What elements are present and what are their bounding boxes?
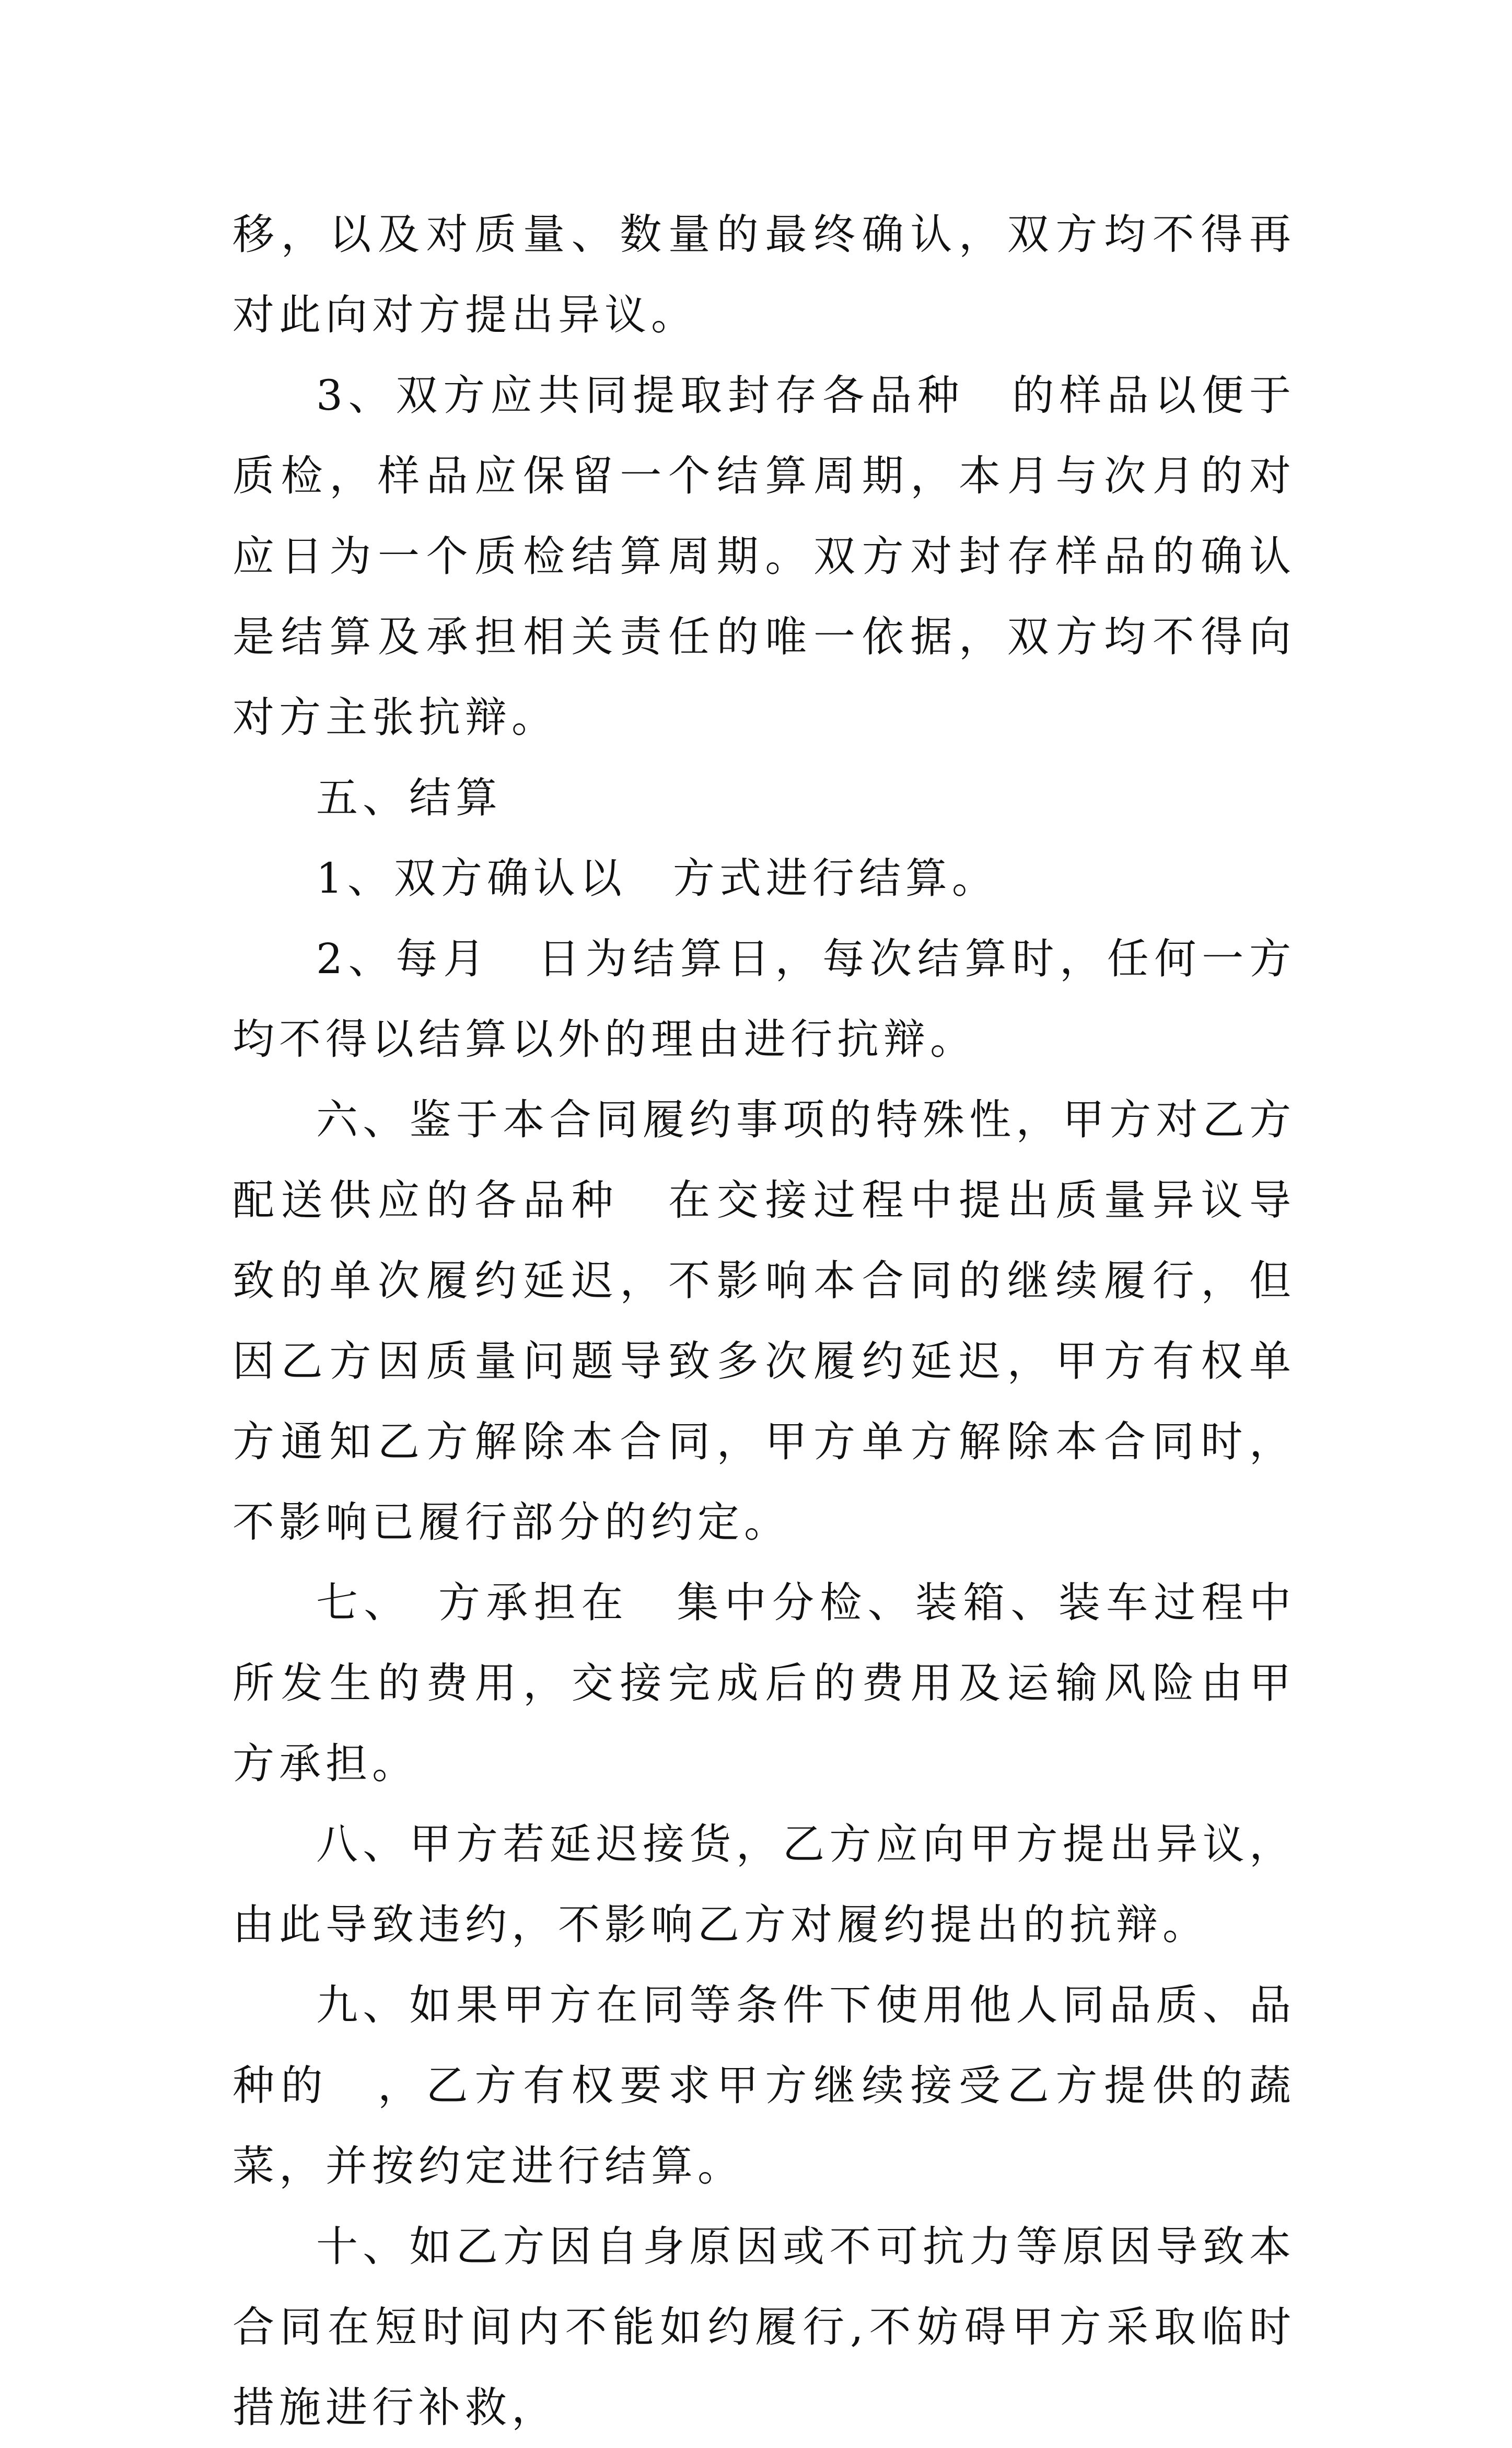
paragraph-continuation: 移，以及对质量、数量的最终确认，双方均不得再对此向对方提出异议。 bbox=[232, 210, 1296, 339]
paragraph-article-10: 十、如乙方因自身原因或不可抗力等原因导致本合同在短时间内不能如约履行,不妨碍甲方采取临时措施进行补救， bbox=[232, 2222, 1296, 2432]
paragraph-settlement-2: 2、每月 日为结算日，每次结算时，任何一方均不得以结算以外的理由进行抗辩。 bbox=[232, 934, 1296, 1064]
paragraph-article-7: 七、 方承担在 集中分检、装箱、装车过程中所发生的费用，交接完成后的费用及运输风险由甲方承担。 bbox=[232, 1578, 1296, 1788]
paragraph-article-9: 九、如果甲方在同等条件下使用他人同品质、品种的 ，乙方有权要求甲方继续接受乙方提供的蔬菜，并按约定进行结算。 bbox=[232, 1981, 1296, 2190]
paragraph-settlement-1: 1、双方确认以 方式进行结算。 bbox=[316, 854, 998, 903]
section-heading-settlement: 五、结算 bbox=[316, 773, 502, 822]
document-body bbox=[232, 194, 1296, 2448]
paragraph-article-8: 八、甲方若延迟接货，乙方应向甲方提出异议，由此导致违约，不影响乙方对履约提出的抗辩。 bbox=[232, 1820, 1296, 1949]
paragraph-clause-3: 3、双方应共同提取封存各品种 的样品以便于质检，样品应保留一个结算周期，本月与次月的对应日为一个质检结算周期。双方对封存样品的确认是结算及承担相关责任的唯一依据，双方均不得向对方主张抗辩。 bbox=[232, 371, 1296, 742]
paragraph-article-6: 六、鉴于本合同履约事项的特殊性，甲方对乙方配送供应的各品种 在交接过程中提出质量异议导致的单次履约延迟，不影响本合同的继续履行，但因乙方因质量问题导致多次履约延迟，甲方有权单方通知乙方解除本合同，甲方单方解除本合同时，不影响已履行部分的约定。 bbox=[232, 1095, 1296, 1546]
